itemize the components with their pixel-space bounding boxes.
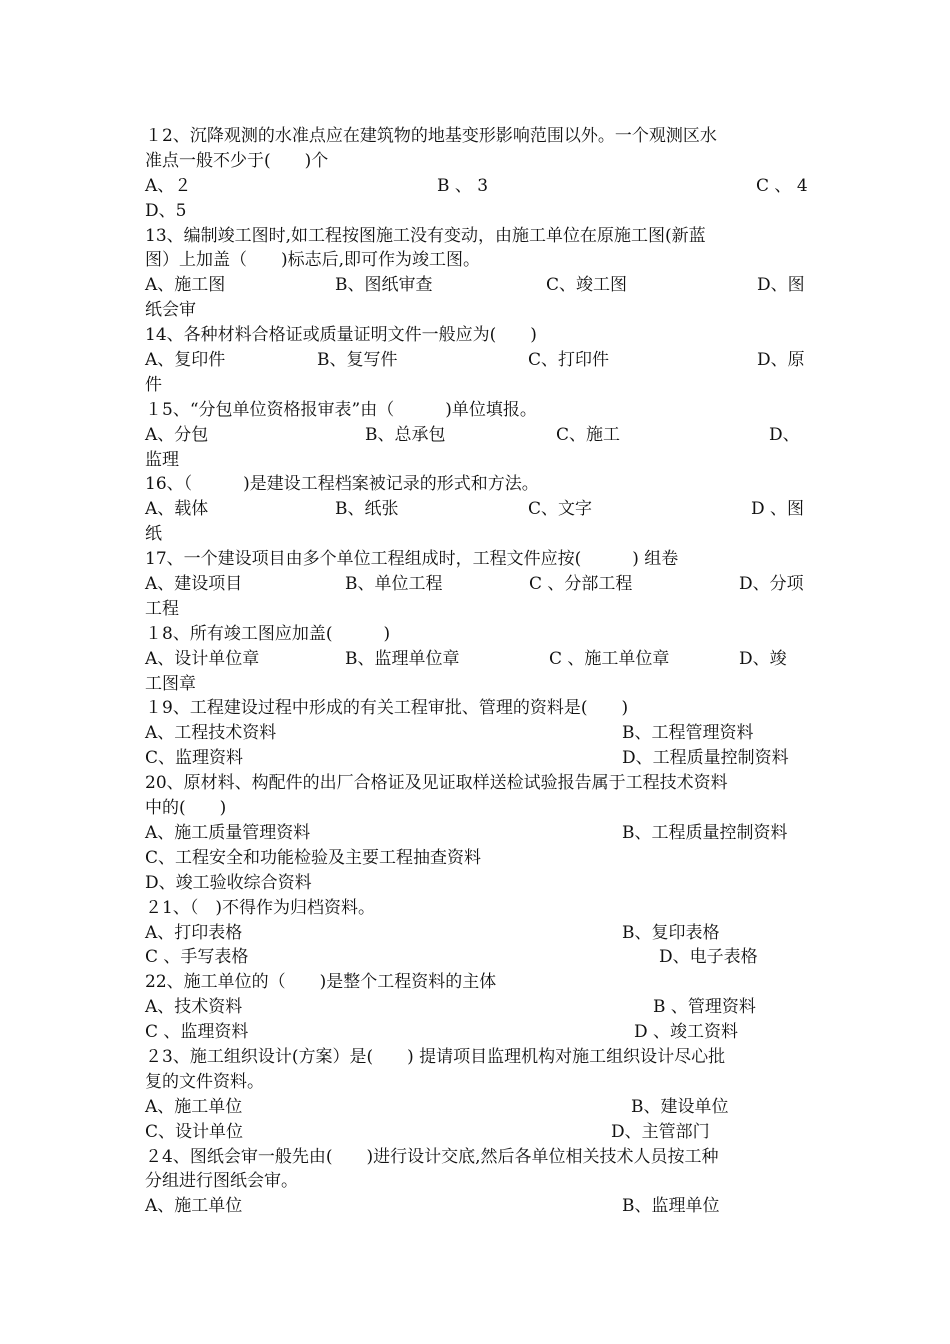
option-row: [145, 945, 810, 970]
option-row: [145, 1120, 810, 1145]
answer-option: B、工程管理资料: [622, 723, 754, 744]
answer-option: B、纸张: [335, 499, 399, 520]
answer-option: D 、竣工资料: [634, 1022, 739, 1043]
question-text-line: 准点一般不少于( )个: [145, 150, 329, 171]
option-row: [145, 1095, 810, 1120]
option-row: [145, 572, 810, 597]
answer-option: B、工程质量控制资料: [622, 822, 788, 843]
answer-option: D、分项: [739, 574, 804, 595]
answer-option: C 、监理资料: [145, 1022, 249, 1043]
question-text-line: 工图章: [145, 673, 196, 694]
option-row: [145, 497, 810, 522]
option-row: [145, 174, 810, 199]
answer-option: A、建设项目: [145, 574, 243, 595]
question-text-line: 纸: [145, 524, 162, 545]
answer-option: B、单位工程: [345, 574, 443, 595]
answer-option: D 、图: [751, 499, 805, 520]
answer-option: B 、 3: [437, 175, 489, 196]
answer-option: B、建设单位: [631, 1096, 729, 1117]
question-text-line: ２3、施工组织设计(方案）是( ) 提请项目监理机构对施工组织设计尽心批: [145, 1046, 726, 1067]
answer-option: A、复印件: [145, 350, 226, 371]
question-text-line: １5、“分包单位资格报审表”由（ )单位填报。: [145, 399, 537, 420]
answer-option: C 、手写表格: [145, 947, 249, 968]
option-row: [145, 273, 810, 298]
answer-option: D、工程质量控制资料: [622, 748, 789, 769]
question-text-line: １2、沉降观测的水准点应在建筑物的地基变形影响范围以外。一个观测区水: [145, 126, 717, 146]
option-row: [145, 348, 810, 373]
option-row: [145, 423, 810, 448]
question-text-line: 17、一个建设项目由多个单位工程组成时，工程文件应按( ) 组卷: [145, 549, 679, 570]
answer-option: B、监理单位: [622, 1196, 720, 1217]
answer-option: C、打印件: [528, 350, 610, 371]
question-list: [145, 124, 810, 1219]
question-text-line: 纸会审: [145, 300, 196, 321]
question-text-line: 13、编制竣工图时,如工程按图施工没有变动，由施工单位在原施工图(新蓝: [145, 225, 706, 246]
question-text-line: ２1、（ )不得作为归档资料。: [145, 897, 375, 918]
answer-option: C、竣工图: [546, 275, 628, 296]
answer-option: C、监理资料: [145, 748, 244, 769]
option-row: [145, 1020, 810, 1045]
option-row: [145, 821, 810, 846]
answer-option: A、施工单位: [145, 1196, 243, 1217]
question-text-line: 分组进行图纸会审。: [145, 1171, 298, 1192]
option-row: [145, 995, 810, 1020]
answer-option: A、工程技术资料: [145, 723, 277, 744]
answer-option: D、图: [757, 275, 805, 296]
answer-option: B、图纸审查: [335, 275, 433, 296]
question-text-line: 16、（ )是建设工程档案被记录的形式和方法。: [145, 474, 539, 495]
question-text-line: 14、各种材料合格证或质量证明文件一般应为( ): [145, 325, 537, 346]
question-text-line: D、5: [145, 200, 187, 221]
answer-option: D、竣: [739, 648, 787, 669]
question-text-line: １9、工程建设过程中形成的有关工程审批、管理的资料是( ): [145, 698, 629, 719]
option-row: [145, 746, 810, 771]
answer-option: A、设计单位章: [145, 648, 260, 669]
answer-option: D、原: [757, 350, 805, 371]
answer-option: B、总承包: [365, 424, 446, 445]
answer-option: A、施工质量管理资料: [145, 822, 311, 843]
answer-option: A、施工图: [145, 275, 226, 296]
question-text-line: 复的文件资料。: [145, 1071, 264, 1092]
option-row: [145, 647, 810, 672]
question-text-line: １8、所有竣工图应加盖( ): [145, 623, 391, 644]
answer-option: B、复写件: [317, 350, 398, 371]
answer-option: A、载体: [145, 499, 209, 520]
question-text-line: 监理: [145, 449, 179, 470]
option-row: [145, 921, 810, 946]
question-text-line: 图）上加盖（ )标志后,即可作为竣工图。: [145, 250, 481, 271]
answer-option: C、文字: [528, 499, 593, 520]
question-text-line: 件: [145, 374, 162, 395]
question-text-line: 22、施工单位的（ )是整个工程资料的主体: [145, 972, 497, 993]
option-row: [145, 721, 810, 746]
answer-option: D、: [769, 424, 800, 445]
answer-option: C 、 4: [756, 175, 808, 196]
question-text-line: 20、原材料、构配件的出厂合格证及见证取样送检试验报告属于工程技术资料: [145, 773, 728, 794]
question-text-line: D、竣工验收综合资料: [145, 872, 312, 893]
answer-option: A、分包: [145, 424, 209, 445]
answer-option: B、监理单位章: [345, 648, 460, 669]
answer-option: C、设计单位: [145, 1121, 244, 1142]
answer-option: D、电子表格: [659, 947, 758, 968]
answer-option: A、施工单位: [145, 1096, 243, 1117]
answer-option: B 、管理资料: [653, 997, 756, 1018]
question-text-line: ２4、图纸会审一般先由( )进行设计交底,然后各单位相关技术人员按工种: [145, 1146, 719, 1167]
answer-option: A、打印表格: [145, 922, 243, 943]
answer-option: A、２: [145, 175, 192, 196]
question-text-line: 中的( ): [145, 798, 227, 819]
question-text-line: C、工程安全和功能检验及主要工程抽查资料: [145, 847, 482, 868]
answer-option: A、技术资料: [145, 997, 243, 1018]
option-row: [145, 1194, 810, 1219]
answer-option: C 、施工单位章: [549, 648, 670, 669]
question-text-line: 工程: [145, 598, 179, 619]
answer-option: C 、分部工程: [529, 574, 633, 595]
answer-option: B、复印表格: [622, 922, 720, 943]
answer-option: C、施工: [556, 424, 621, 445]
answer-option: D、主管部门: [611, 1121, 710, 1142]
